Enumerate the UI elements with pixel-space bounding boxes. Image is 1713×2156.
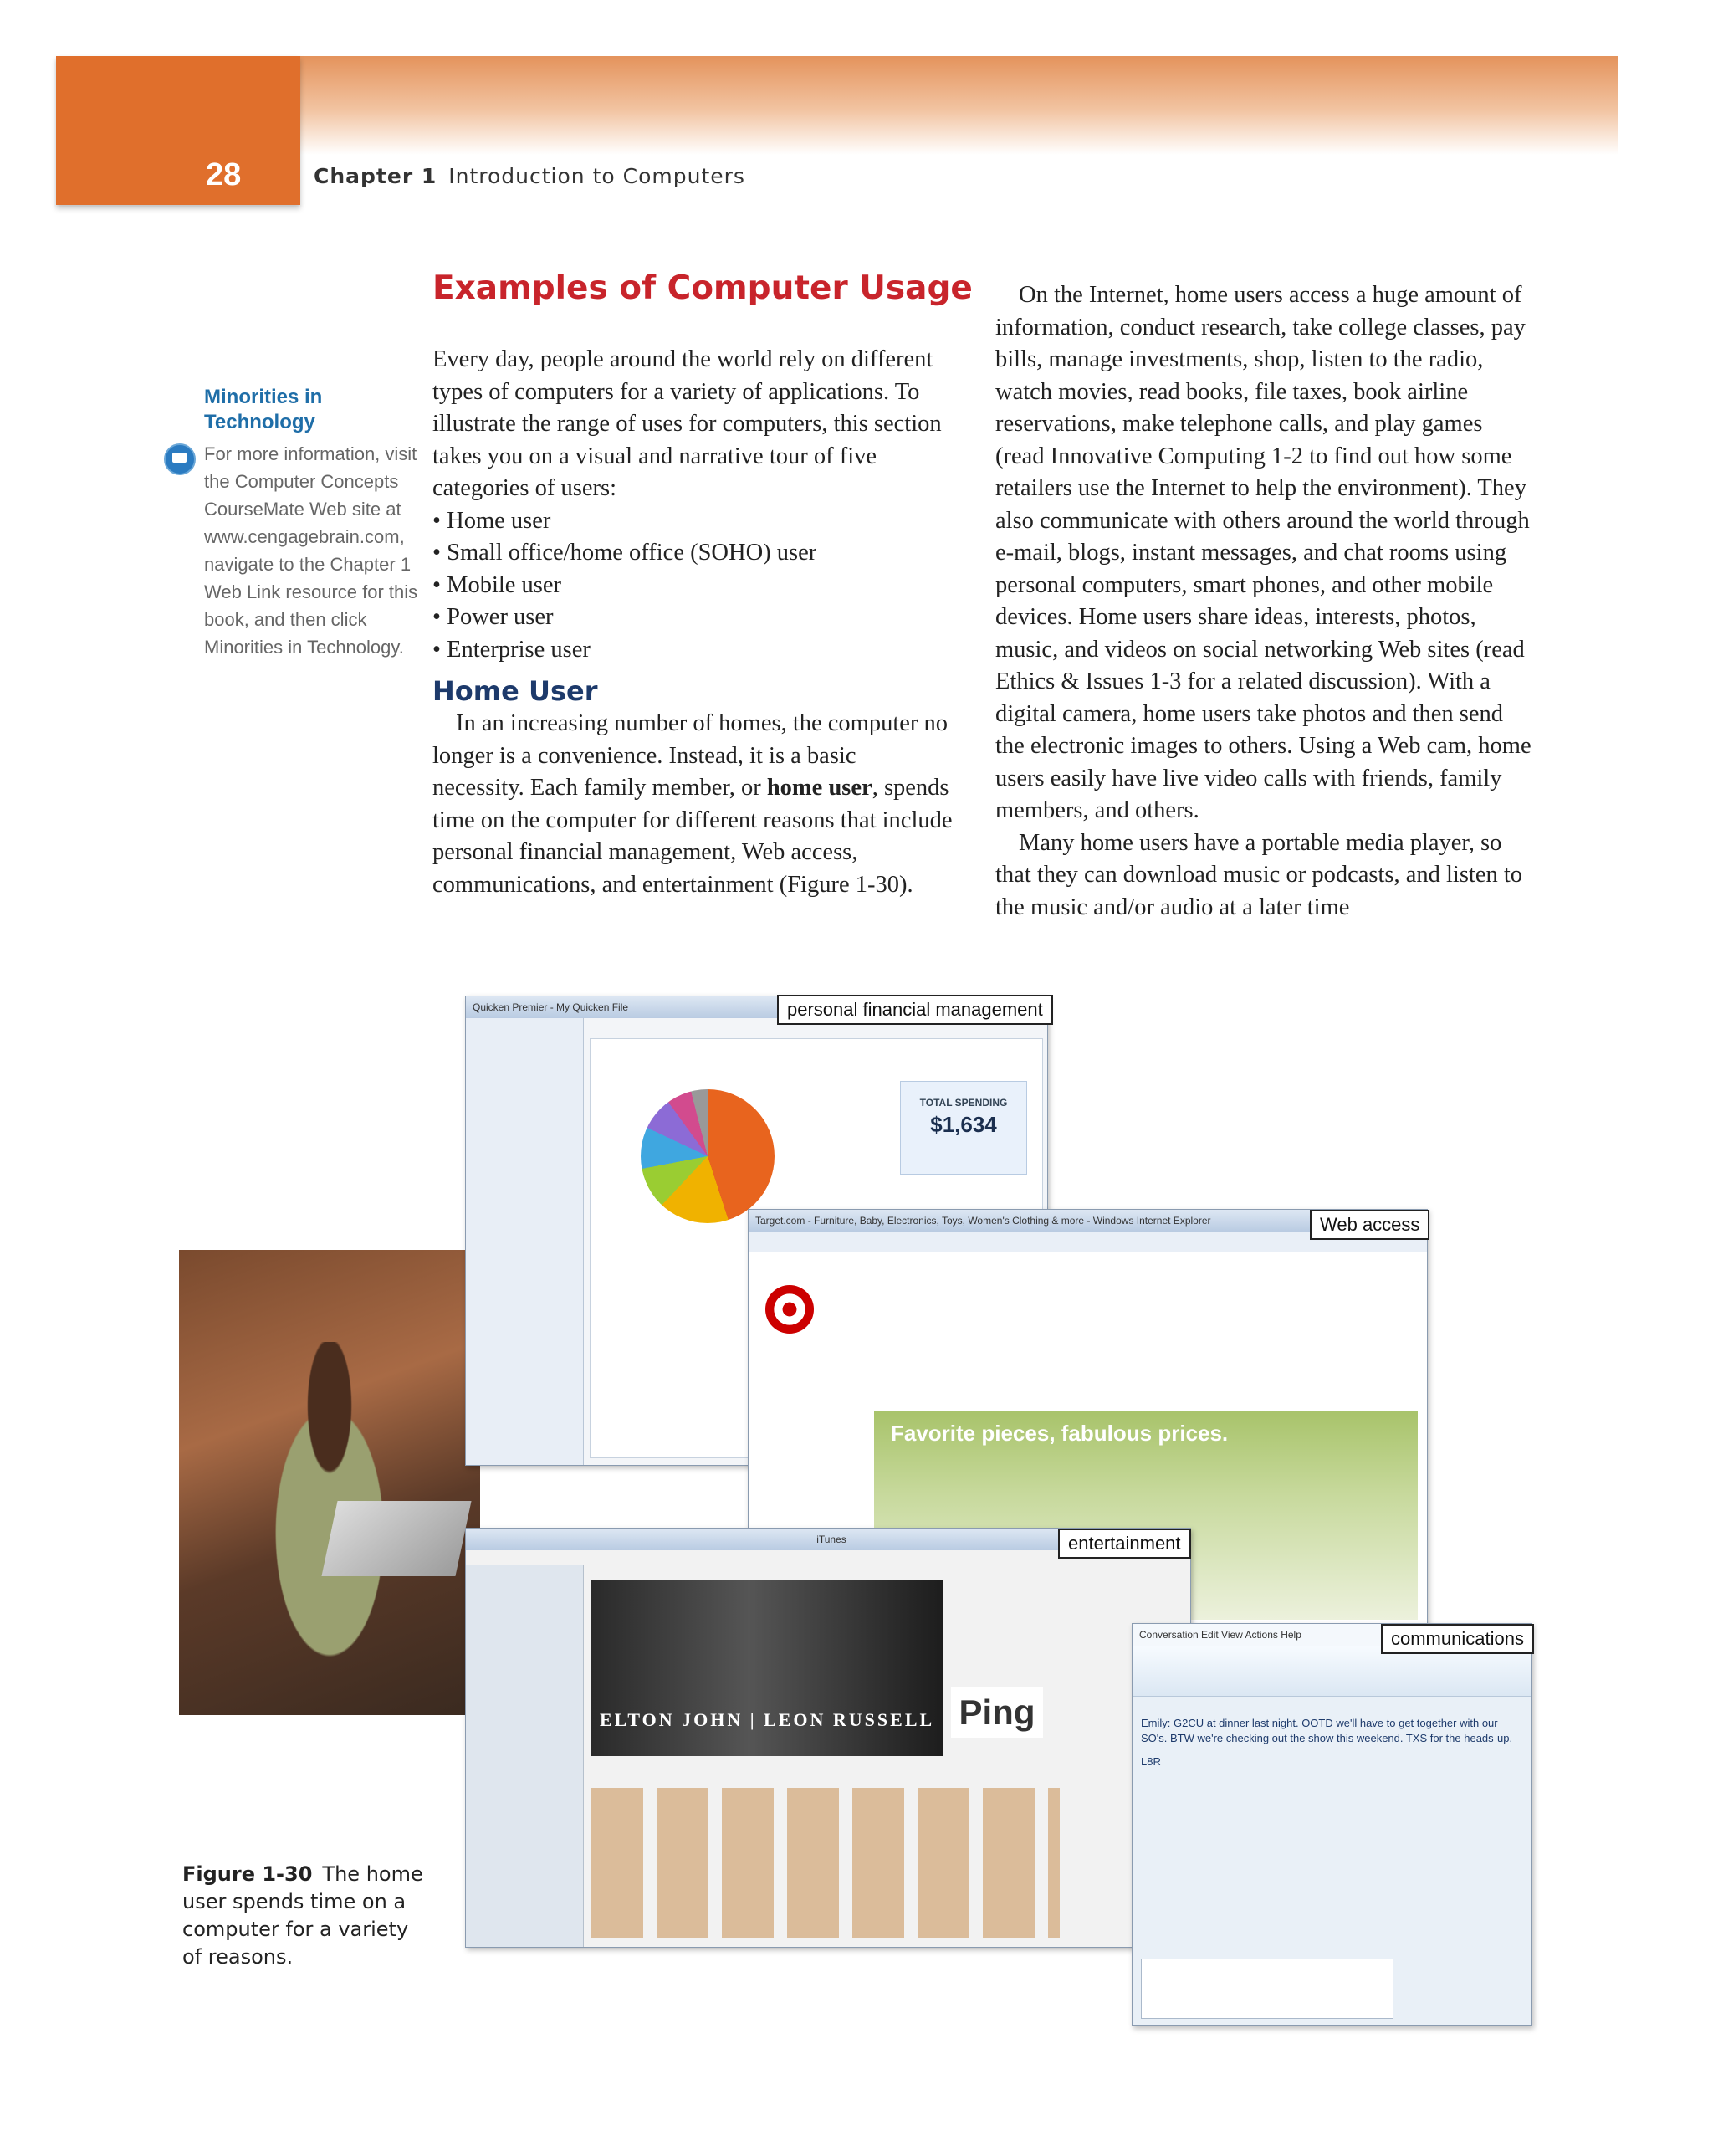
right-column [995, 279, 1535, 924]
message-text: Emily: G2CU at dinner last night. OOTD we'll have to get together with our SO's. BTW we're checking out the show this weekend. TXS for the heads-up. [1141, 1717, 1513, 1744]
conversation-log [1141, 1716, 1517, 1769]
menu-bar: Conversation Edit View Actions Help [1133, 1624, 1531, 1646]
list-item: • Small office/home office (SOHO) user [432, 537, 953, 570]
page-number: 28 [206, 157, 242, 192]
list-item: • Home user [432, 505, 953, 538]
media-player-screenshot [465, 1528, 1191, 1948]
callout-personal-financial-management: personal financial management [777, 995, 1053, 1025]
list-item: • Enterprise user [432, 634, 953, 667]
chapter-label: Chapter 1 [314, 164, 437, 188]
library-sidebar [466, 1565, 584, 1947]
total-spending-label: TOTAL SPENDING [919, 1097, 1008, 1109]
page-number-tab [56, 56, 300, 205]
window-title: Target.com - Furniture, Baby, Electronics, Toys, Women's Clothing & more - Windows Internet Explorer [749, 1210, 1427, 1232]
spending-pie-chart [641, 1089, 775, 1223]
figure-label: Figure 1-30 [182, 1862, 313, 1886]
home-user-text-b: , spends time on the computer for different reasons that include personal financial management, Web access, communications, and entertainment (Figure 1-30). [432, 775, 953, 898]
accounts-panel [466, 1018, 584, 1465]
user-category-list [432, 505, 953, 667]
callout-communications: communications [1381, 1624, 1534, 1654]
target-logo [765, 1285, 814, 1334]
home-user-term: home user [766, 775, 872, 801]
laptop-image [321, 1501, 471, 1576]
window-title: Quicken Premier - My Quicken File [466, 996, 1047, 1018]
internet-paragraph: On the Internet, home users access a huge amount of information, conduct research, take college classes, pay bills, manage investments, shop, listen to the radio, watch movies, read books, file taxes, book airline reservations, make telephone calls, and play games (read Innovative Computing 1-2 to find out how some retailers use the Internet to help the environment). They also communicate with others around the world through e-mail, blogs, instant messages, and chat rooms using personal computers, smart phones, and other mobile devices. Home users share ideas, interests, photos, music, and videos on social networking Web sites (read Ethics & Issues 1-3 for a related discussion). With a digital camera, home users take photos and then send the electronic images to others. Using a Web cam, home users easily have live video calls with friends, family members, and others. [995, 282, 1531, 823]
featured-album-title: ELTON JOHN | LEON RUSSELL [600, 1709, 935, 1730]
banner-headline: Favorite pieces, fabulous prices. [891, 1421, 1229, 1446]
category-nav [774, 1356, 1409, 1370]
intro-paragraph: Every day, people around the world rely on different types of computers for a variety of applications. To illustrate the range of uses for computers, this section takes you on a visual and narrative tour of five categories of users: [432, 346, 942, 501]
featured-album-banner [591, 1580, 943, 1756]
web-link-sidebar [204, 385, 426, 661]
chapter-title: Introduction to Computers [448, 164, 745, 188]
total-spending-box [900, 1081, 1027, 1175]
left-column [432, 344, 953, 901]
media-player-paragraph: Many home users have a portable media player, so that they can download music or podcasts, and listen to the music and/or audio at a later time [995, 829, 1523, 920]
home-user-heading: Home User [432, 675, 598, 707]
callout-entertainment: entertainment [1058, 1529, 1191, 1559]
messenger-screenshot [1132, 1623, 1532, 2026]
ping-logo: Ping [951, 1687, 1043, 1738]
home-user-photo [179, 1250, 480, 1715]
figure-caption-text: The home user spends time on a computer for a variety of reasons. [182, 1862, 423, 1969]
list-item: • Mobile user [432, 570, 953, 602]
home-user-text-a: In an increasing number of homes, the computer no longer is a convenience. Instead, it is a basic necessity. Each family member, or [432, 710, 949, 801]
figure-caption [182, 1861, 425, 1971]
section-heading: Examples of Computer Usage [432, 269, 973, 307]
album-grid [591, 1788, 1060, 1938]
home-user-paragraph [432, 708, 953, 901]
message-input [1141, 1959, 1393, 2019]
total-spending-value: $1,634 [930, 1112, 997, 1137]
sidebar-text: For more information, visit the Computer Concepts CourseMate Web site at www.cengagebrain.com, navigate to the Chapter 1 Web Link resource for this book, and then click Minorities in Technology. [204, 443, 418, 658]
sidebar-title: Minorities in Technology [204, 386, 323, 433]
callout-web-access: Web access [1310, 1210, 1429, 1240]
chapter-heading [314, 164, 745, 188]
reply-text: L8R [1141, 1755, 1161, 1768]
window-title: iTunes [466, 1529, 1190, 1550]
web-link-icon[interactable] [164, 443, 196, 475]
list-item: • Power user [432, 602, 953, 634]
